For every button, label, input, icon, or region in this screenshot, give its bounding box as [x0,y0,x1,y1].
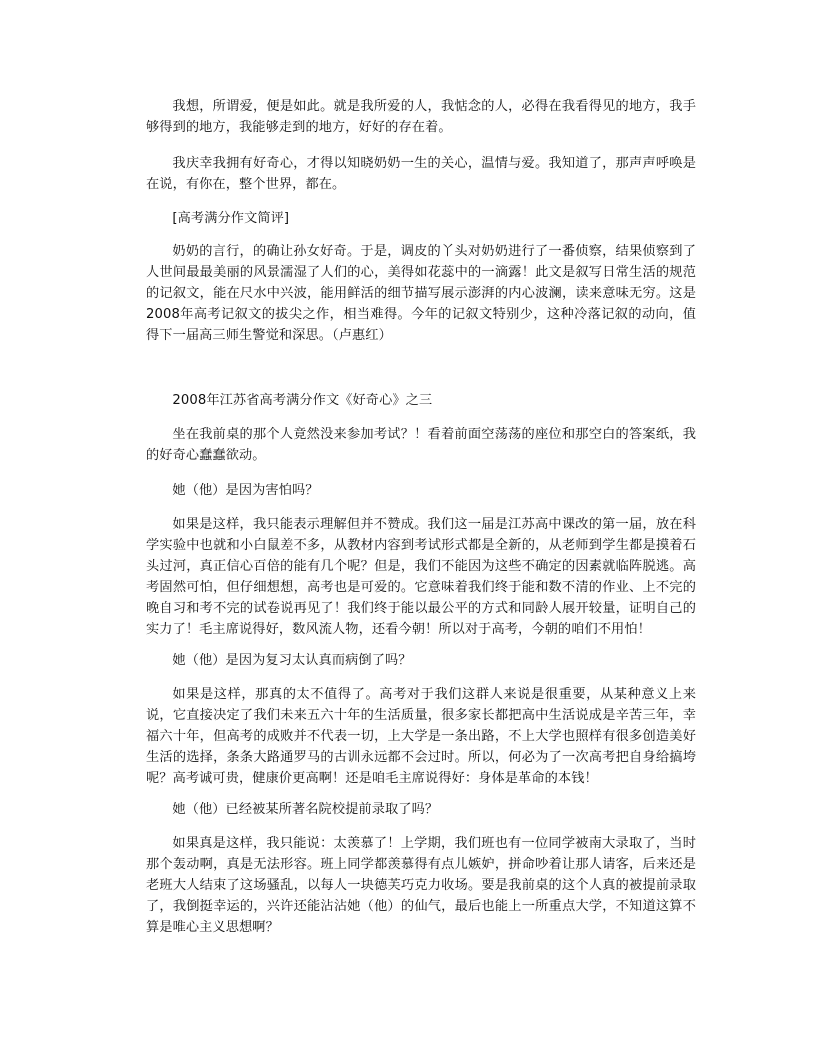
section-heading-review: [高考满分作文简评] [172,211,290,226]
paragraph: 如果是这样，那真的太不值得了。高考对于我们这群人来说是很重要，从某种意义上来说，它直接决定了我们未来五六十年的生活质量，很多家长都把高中生活说成是辛苦三年，幸福六十年，但高考的成败并不代表一切，上大学是一条出路，不上大学也照样有很多创造美好生活的选择，条条大路通罗马的古训永远都不会过时。所以，何必为了一次高考把自身给搞垮呢？高考诚可贵，健康价更高啊！还是咱毛主席说得好：身体是革命的本钱！ [146,687,696,786]
paragraph: 我想，所谓爱，便是如此。就是我所爱的人，我惦念的人，必得在我看得见的地方，我手够得到的地方，我能够走到的地方，好好的存在着。 [146,99,696,135]
paragraph-question: 她（他）已经被某所著名院校提前录取了吗？ [172,802,439,817]
paragraph-question: 她（他）是因为复习太认真而病倒了吗？ [172,653,412,668]
essay-title: 2008年江苏省高考满分作文《好奇心》之三 [172,393,433,408]
paragraph-question: 她（他）是因为害怕吗？ [172,483,319,498]
paragraph: 我庆幸我拥有好奇心，才得以知晓奶奶一生的关心，温情与爱。我知道了，那声声呼唤是在说，有你在，整个世界，都在。 [146,156,696,192]
paragraph: 如果是这样，我只能表示理解但并不赞成。我们这一届是江苏高中课改的第一届，放在科学实验中也就和小白鼠差不多，从教材内容到考试形式都是全新的，从老师到学生都是摸着石头过河，真正信心百倍的能有几个呢？但是，我们不能因为这些不确定的因素就临阵脱逃。高考固然可怕，但仔细想想，高考也是可爱的。它意味着我们终于能和数不清的作业、上不完的晚自习和考不完的试卷说再见了！我们终于能以最公平的方式和同龄人展开较量，证明自己的实力了！毛主席说得好，数风流人物，还看今朝！所以对于高考，今朝的咱们不用怕！ [146,517,696,637]
paragraph: 坐在我前桌的那个人竟然没来参加考试？！看着前面空荡荡的座位和那空白的答案纸，我的好奇心蠢蠢欲动。 [146,427,696,463]
paragraph: 如果真是这样，我只能说：太羡慕了！上学期，我们班也有一位同学被南大录取了，当时那个轰动啊，真是无法形容。班上同学都羡慕得有点儿嫉妒，拼命吵着让那人请客，后来还是老班大人结束了这场骚乱，以每人一块德芙巧克力收场。要是我前桌的这个人真的被提前录取了，我倒挺幸运的，兴许还能沾沾她（他）的仙气，最后也能上一所重点大学，不知道这算不算是唯心主义思想啊？ [146,836,696,935]
paragraph-review: 奶奶的言行，的确让孙女好奇。于是，调皮的丫头对奶奶进行了一番侦察，结果侦察到了人世间最最美丽的风景濡湿了人们的心，美得如花蕊中的一滴露！此文是叙写日常生活的规范的记叙文，能在尺水中兴波，能用鲜活的细节描写展示澎湃的内心波澜，读来意味无穷。这是2008年高考记叙文的拔尖之作，相当难得。今年的记叙文特别少，这种冷落记叙的动向，值得下一届高三师生警觉和深思。（卢惠红） [146,244,696,343]
